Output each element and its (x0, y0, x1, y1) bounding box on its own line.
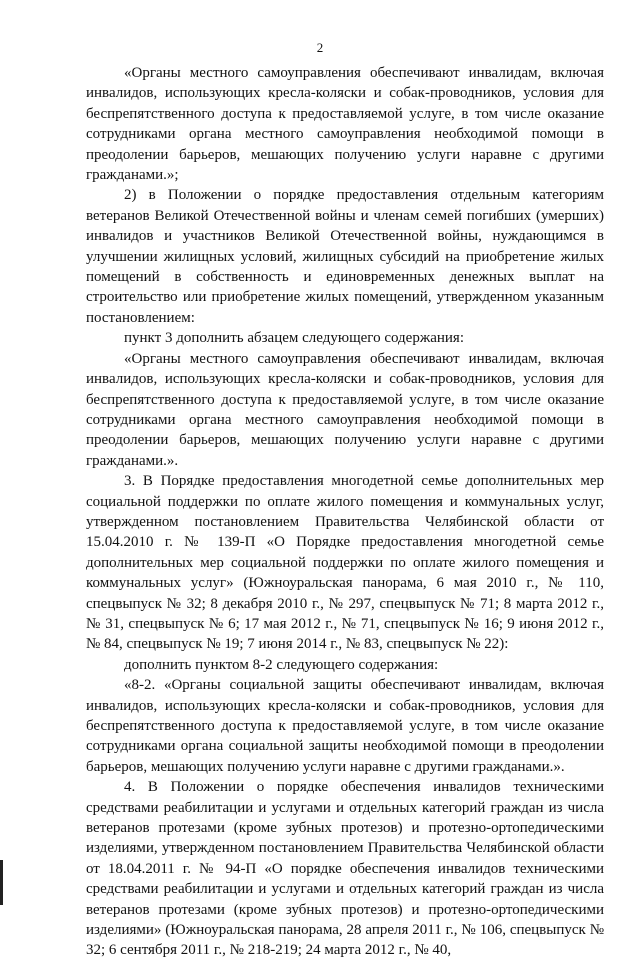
document-body (86, 63, 604, 961)
paragraph-add-clause-3: пункт 3 дополнить абзацем следующего содержания: (124, 330, 464, 347)
paragraph-item-3-large-families: 3. В Порядке предоставления многодетной семье дополнительных мер социальной поддержки по оплате жилого помещения и коммунальных услуг, утвержденном постановлением Правительства Челябинской области от 15.04.2010 г. № 139-П «О Порядке предоставления многодетной семье дополнительных мер социальной поддержки по оплате жилого помещения и коммунальных услуг» (Южноуральская панорама, 6 мая 2010 г., № 110, спецвыпуск № 32; 8 декабря 2010 г., № 297, спецвыпуск № 71; 8 марта 2012 г., № 31, спецвыпуск № 6; 17 мая 2012 г., № 71, спецвыпуск № 16; 9 июня 2012 г., № 84, спецвыпуск № 19; 7 июня 2014 г., № 83, спецвыпуск № 22): (86, 473, 604, 653)
paragraph-quote-local-authorities: «Органы местного самоуправления обеспечивают инвалидам, включая инвалидов, использующих кресла-коляски и собак-проводников, условия для беспрепятственного доступа к предоставляемой услуге, в том числе оказание сотрудниками органа местного самоуправления необходимой помощи в преодолении барьеров, мешающих получению услуги наравне с другими гражданами.»; (86, 65, 604, 184)
paragraph-item-4-rehabilitation: 4. В Положении о порядке обеспечения инвалидов техническими средствами реабилитации и услугами и отдельных категорий граждан из числа ветеранов протезами (кроме зубных протезов) и протезно-ортопедическими изделиями, утвержденном постановлением Правительства Челябинской области от 18.04.2011 г. № 94-П «О порядке обеспечения инвалидов техническими средствами реабилитации и услугами и отдельных категорий граждан из числа ветеранов протезами (кроме зубных протезов) и протезно-ортопедическими изделиями» (Южноуральская панорама, 28 апреля 2011 г., № 106, спецвыпуск № 32; 6 сентября 2011 г., № 218-219; 24 марта 2012 г., № 40, (86, 779, 604, 959)
paragraph-quote-social-protection: «8-2. «Органы социальной защиты обеспечивают инвалидам, включая инвалидов, использующих кресла-коляски и собак-проводников, условия для беспрепятственного доступа к предоставляемой услуге, в том числе оказание сотрудниками органа социальной защиты необходимой помощи в преодолении барьеров, мешающих получению услуги наравне с другими гражданами.». (86, 677, 604, 775)
scan-edge-mark (0, 860, 3, 905)
page-number: 2 (316, 40, 324, 55)
paragraph-quote-local-authorities-2: «Органы местного самоуправления обеспечивают инвалидам, включая инвалидов, использующих кресла-коляски и собак-проводников, условия для беспрепятственного доступа к предоставляемой услуге, в том числе оказание сотрудниками органа местного самоуправления необходимой помощи в преодолении барьеров, мешающих получению услуги наравне с другими гражданами.». (86, 350, 604, 469)
paragraph-add-clause-8-2: дополнить пунктом 8-2 следующего содержания: (124, 656, 439, 673)
paragraph-item-2-veterans-housing: 2) в Положении о порядке предоставления отдельным категориям ветеранов Великой Отечественной войны и членам семей погибших (умерших) инвалидов и участников Великой Отечественной войны, нуждающимся в улучшении жилищных условий, жилищных субсидий на приобретение жилых помещений в собственность и единовременных денежных выплат на строительство или приобретение жилых помещений, утвержденном указанным постановлением: (86, 187, 604, 326)
